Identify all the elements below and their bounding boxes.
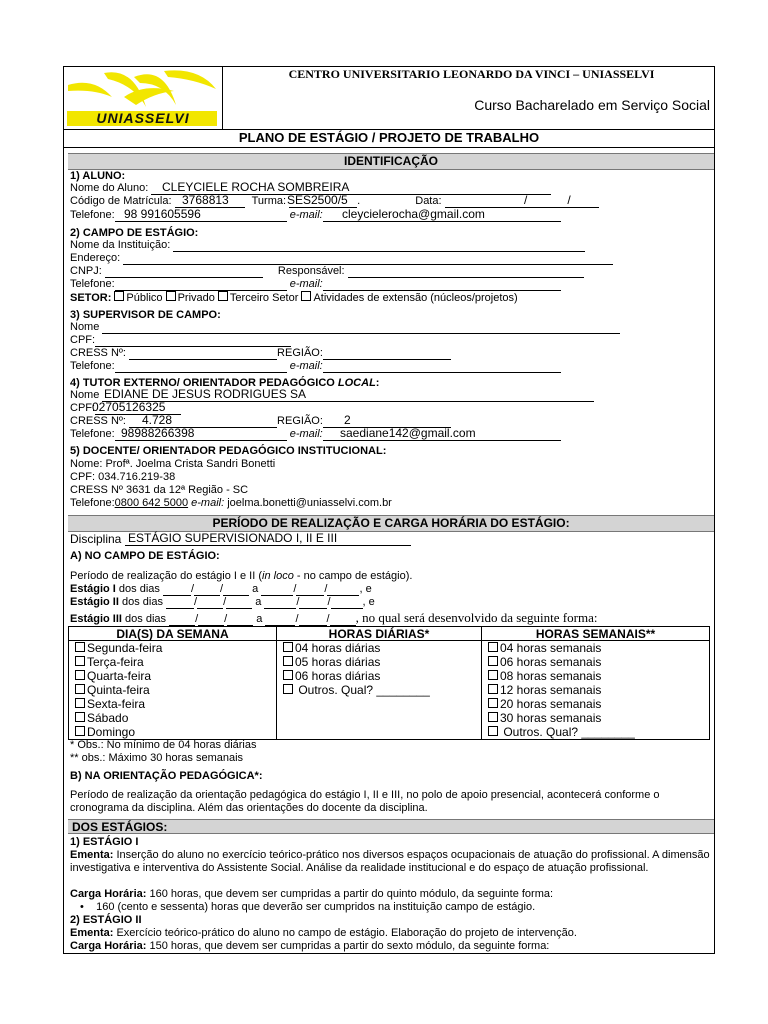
supervisor-regiao-field[interactable] [323, 347, 451, 360]
tutor-cress-row: CRESS Nº: REGIÃO: [70, 415, 451, 428]
aluno-heading: 1) ALUNO: [70, 170, 126, 182]
docente-email[interactable]: joelma.bonetti@uniasselvi.com.br [227, 497, 392, 509]
docente-heading: 5) DOCENTE/ ORIENTADOR PEDAGÓGICO INSTITUCIONAL: [70, 445, 387, 457]
horas-semanais-option[interactable]: 12 horas semanais [488, 683, 709, 697]
horas-diarias-option[interactable]: Outros. Qual? ________ [283, 683, 481, 697]
responsavel-field[interactable] [348, 265, 584, 278]
dia-option[interactable]: Domingo [75, 725, 276, 739]
disciplina-value: ESTÁGIO SUPERVISIONADO I, II E III [128, 531, 338, 545]
checkbox[interactable] [75, 698, 85, 708]
endereco-row: Endereço: [70, 252, 613, 265]
tutor-cpf-value: 02705126325 [92, 400, 166, 414]
dia-option[interactable]: Sexta-feira [75, 697, 276, 711]
setor-publico-checkbox[interactable] [114, 291, 124, 301]
estagio1-dia-ini[interactable] [163, 583, 191, 596]
estagio3-row: Estágio III dos dias / / a / / , no qual será desenvolvido da seguinte forma: [70, 610, 598, 625]
campo-estagio-heading: A) NO CAMPO DE ESTÁGIO: [70, 550, 220, 562]
dia-option[interactable]: Segunda-feira [75, 641, 276, 655]
obs-horas-diarias: * Obs.: No mínimo de 04 horas diárias [70, 739, 257, 751]
tutor-nome-row: Nome [70, 389, 594, 402]
logo-text: UNIASSELVI [96, 110, 190, 126]
dias-column [69, 641, 277, 740]
checkbox[interactable] [75, 684, 85, 694]
form-page [63, 66, 715, 954]
turma-value: SES2500/5 [287, 193, 348, 207]
orientacao-text: Período de realização da orientação pedagógica do estágio I, II e III, no polo de apoio presencial, acontecerá conforme o cronograma da disciplina. Além das orientações do docente da disciplina. [70, 789, 660, 814]
checkbox[interactable] [283, 656, 293, 666]
tutor-regiao-value: 2 [344, 413, 351, 427]
tutor-email-value: saediane142@gmail.com [340, 426, 476, 440]
plan-title: PLANO DE ESTÁGIO / PROJETO DE TRABALHO [64, 129, 714, 148]
supervisor-nome-row: Nome [70, 321, 620, 334]
disciplina-row: Disciplina [70, 532, 411, 546]
checkbox[interactable] [75, 656, 85, 666]
section-periodo: PERÍODO DE REALIZAÇÃO E CARGA HORÁRIA DO ESTÁGIO: [68, 515, 714, 532]
estagio1-ementa: Ementa: Inserção do aluno no exercício teórico-prático nos diversos espaços ocupacionais de atuação do profissional. A dimensão investigativa e interventiva do Assistente Social. Análise da realidade institucional e do espaço de atuação profissional. [70, 849, 710, 874]
campo-telefone-row: Telefone: e-mail: [70, 278, 561, 291]
campo-telefone-field[interactable] [115, 278, 287, 291]
horas-semanais-option[interactable]: Outros. Qual? ________ [488, 725, 709, 739]
checkbox[interactable] [75, 712, 85, 722]
horas-semanais-option[interactable]: 30 horas semanais [488, 711, 709, 725]
estagio3-dia-ini[interactable] [169, 613, 195, 626]
header-horas-diarias: HORAS DIÁRIAS* [277, 627, 482, 641]
estagio2-ano-ini[interactable] [226, 596, 252, 609]
periodo-text: Período de realização do estágio I e II (in loco - no campo de estágio). [70, 570, 413, 582]
tutor-nome-value: EDIANE DE JESUS RODRIGUES SA [104, 387, 307, 401]
horas-diarias-column [277, 641, 482, 740]
docente-cress: CRESS Nº 3631 da 12ª Região - SC [70, 484, 249, 496]
aluno-nome-row: Nome do Aluno: [70, 182, 551, 195]
date-slashes: / / [524, 193, 571, 207]
tutor-heading: 4) TUTOR EXTERNO/ ORIENTADOR PEDAGÓGICO LOCAL: [70, 377, 380, 389]
estagio2-heading: 2) ESTÁGIO II [70, 914, 142, 926]
tutor-cpf-row: CPF: [70, 402, 181, 415]
institution-name: CENTRO UNIVERSITARIO LEONARDO DA VINCI – UNIASSELVI [288, 67, 655, 81]
estagio1-mes-ini[interactable] [194, 583, 220, 596]
estagio2-dia-fim[interactable] [264, 596, 296, 609]
uniasselvi-logo [64, 67, 223, 129]
endereco-field[interactable] [123, 252, 613, 265]
matricula-value: 3768813 [182, 193, 229, 207]
checkbox[interactable] [283, 670, 293, 680]
supervisor-email-field[interactable] [323, 360, 561, 373]
tutor-telefone-row: Telefone: e-mail: [70, 428, 561, 441]
horas-semanais-option[interactable]: 08 horas semanais [488, 669, 709, 683]
campo-heading: 2) CAMPO DE ESTÁGIO: [70, 227, 199, 239]
estagio3-dia-fim[interactable] [265, 613, 295, 626]
supervisor-telefone-row: Telefone: e-mail: [70, 360, 561, 373]
section-identificacao: IDENTIFICAÇÃO [68, 153, 714, 170]
tutor-telefone-value: 98988266398 [121, 426, 195, 440]
checkbox[interactable] [488, 642, 498, 652]
estagio1-heading: 1) ESTÁGIO I [70, 836, 139, 848]
estagio3-mes-ini[interactable] [198, 613, 224, 626]
supervisor-nome-field[interactable] [102, 321, 620, 334]
supervisor-cress-row: CRESS Nº: REGIÃO: [70, 347, 451, 360]
schedule-table [68, 626, 710, 740]
estagio1-ano-ini[interactable] [223, 583, 249, 596]
docente-nome: Nome: Profª. Joelma Crista Sandri Bonetti [70, 458, 276, 470]
horas-semanais-option[interactable]: 20 horas semanais [488, 697, 709, 711]
checkbox[interactable] [488, 712, 498, 722]
estagio1-ano-fim[interactable] [327, 583, 359, 596]
checkbox[interactable] [75, 670, 85, 680]
dia-option[interactable]: Quarta-feira [75, 669, 276, 683]
header-dias: DIA(S) DA SEMANA [69, 627, 277, 641]
aluno-email-value: cleycielerocha@gmail.com [342, 207, 485, 221]
horas-semanais-option[interactable]: 06 horas semanais [488, 655, 709, 669]
checkbox[interactable] [75, 726, 85, 736]
instituicao-field[interactable] [173, 239, 585, 252]
estagio1-bullet: • 160 (cento e sessenta) horas que deverão ser cumpridos na instituição campo de estágio. [80, 901, 536, 913]
horas-diarias-option[interactable]: 05 horas diárias [283, 655, 481, 669]
estagio2-dia-ini[interactable] [166, 596, 194, 609]
checkbox[interactable] [488, 656, 498, 666]
horas-semanais-option[interactable]: 04 horas semanais [488, 641, 709, 655]
supervisor-cpf-field[interactable] [95, 334, 291, 347]
estagio2-mes-fim[interactable] [299, 596, 327, 609]
checkbox[interactable] [488, 670, 498, 680]
instituicao-row: Nome da Instituição: [70, 239, 585, 252]
campo-email-field[interactable] [323, 278, 561, 291]
estagio2-carga: Carga Horária: 150 horas, que devem ser cumpridas a partir do sexto módulo, da seguinte forma: [70, 940, 550, 952]
horas-semanais-column [482, 641, 710, 740]
supervisor-heading: 3) SUPERVISOR DE CAMPO: [70, 309, 221, 321]
supervisor-cress-field[interactable] [129, 347, 277, 360]
bullet-icon: • [80, 901, 84, 913]
cnpj-row: CNPJ: Responsável: [70, 265, 584, 278]
estagio2-ementa: Ementa: Exercício teórico-prático do aluno no campo de estágio. Elaboração do projeto de intervenção. [70, 927, 577, 939]
docente-contato-row: Telefone:0800 642 5000 e-mail: joelma.bonetti@uniasselvi.com.br [70, 497, 392, 509]
setor-terceiro-checkbox[interactable] [218, 291, 228, 301]
checkbox[interactable] [488, 698, 498, 708]
horas-diarias-option[interactable]: 06 horas diárias [283, 669, 481, 683]
estagio1-dia-fim[interactable] [261, 583, 293, 596]
supervisor-cpf-row: CPF: [70, 334, 291, 347]
checkbox[interactable] [283, 642, 293, 652]
setor-extensao-checkbox[interactable] [301, 291, 311, 301]
setor-row: SETOR: Público Privado Terceiro Setor Atividades de extensão (núcleos/projetos) [70, 292, 518, 304]
estagio2-row: Estágio II dos dias / / a / / , e [70, 596, 375, 608]
estagio3-ano-fim[interactable] [330, 613, 356, 626]
estagio2-mes-ini[interactable] [197, 596, 223, 609]
dia-option[interactable]: Sábado [75, 711, 276, 725]
estagio2-ano-fim[interactable] [331, 596, 363, 609]
estagio3-mes-fim[interactable] [299, 613, 327, 626]
aluno-telefone-value: 98 991605596 [124, 207, 201, 221]
course-name: Curso Bacharelado em Serviço Social [474, 97, 710, 113]
cnpj-field[interactable] [105, 265, 263, 278]
horas-diarias-option[interactable]: 04 horas diárias [283, 641, 481, 655]
orientacao-heading: B) NA ORIENTAÇÃO PEDAGÓGICA*: [70, 770, 263, 782]
estagio1-mes-fim[interactable] [296, 583, 324, 596]
estagio3-ano-ini[interactable] [227, 613, 253, 626]
aluno-nome-value: CLEYCIELE ROCHA SOMBREIRA [162, 180, 350, 194]
checkbox[interactable] [75, 642, 85, 652]
checkbox[interactable] [488, 726, 498, 736]
estagio1-row: Estágio I dos dias / / a / / , e [70, 583, 372, 595]
dia-option[interactable]: Terça-feira [75, 655, 276, 669]
estagio1-carga: Carga Horária: 160 horas, que devem ser cumpridas a partir do quinto módulo, da seguinte forma: [70, 888, 554, 900]
dia-option[interactable]: Quinta-feira [75, 683, 276, 697]
tutor-cress-value: 4.728 [142, 413, 173, 427]
supervisor-telefone-field[interactable] [115, 360, 287, 373]
obs-horas-semanais: ** obs.: Máximo 30 horas semanais [70, 752, 244, 764]
aluno-telefone-row: Telefone: e-mail: [70, 209, 561, 222]
section-estagios: DOS ESTÁGIOS: [68, 819, 714, 834]
header [64, 67, 714, 130]
aluno-matricula-row: Código de Matrícula: Turma: . Data: [70, 195, 599, 208]
checkbox[interactable] [488, 684, 498, 694]
checkbox[interactable] [283, 684, 293, 694]
setor-privado-checkbox[interactable] [166, 291, 176, 301]
header-horas-semanais: HORAS SEMANAIS** [482, 627, 710, 641]
docente-cpf: CPF: 034.716.219-38 [70, 471, 176, 483]
